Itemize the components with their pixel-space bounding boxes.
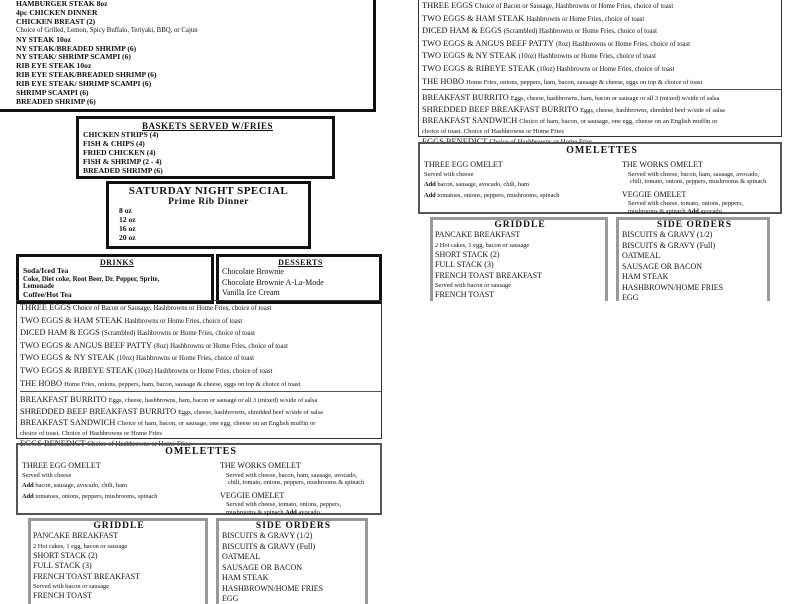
side-item: OATMEAL xyxy=(622,251,661,260)
breakfast-item-name: THE HOBO xyxy=(20,378,63,388)
griddle-note: Served with bacon or sausage xyxy=(435,282,511,289)
special-size: 20 oz xyxy=(119,232,136,242)
breakfast-item-name: BREAKFAST BURRITO xyxy=(20,395,107,405)
breakfast-item-name: TWO EGGS & HAM STEAK xyxy=(422,13,525,23)
side-item: SAUSAGE OR BACON xyxy=(222,562,303,572)
omelet-desc: mushrooms & spinach xyxy=(628,207,686,215)
omelet-desc: Served with cheese, tomato, onions, peppers, xyxy=(628,200,744,208)
breakfast-item-desc: Hashbrowns or Home Fries, choice of toast xyxy=(526,15,645,23)
omelet-name: VEGGIE OMELET xyxy=(622,189,687,199)
omelet-add: avocado xyxy=(298,508,320,516)
omelet-name: THREE EGG OMELET xyxy=(22,461,101,470)
griddle-title: GRIDDLE xyxy=(494,220,546,230)
omelet-name: THE WORKS OMELET xyxy=(622,160,703,169)
breakfast-item-desc: Choice of Bacon or Sausage, Hashbrowns or Home Fries, choice of toast xyxy=(72,305,272,312)
divider xyxy=(422,89,781,90)
breakfast-item-desc: Choice of Bacon or Sausage, Hashbrowns or Home Fries, choice of toast xyxy=(474,3,674,10)
omelettes-title: OMELETTES xyxy=(165,446,237,457)
griddle-item: PANCAKE BREAKFAST xyxy=(435,230,521,239)
breakfast-item-desc: (10oz) Hashbrowns or Home Fries, choice of toast xyxy=(537,65,675,73)
breakfast-item-name: THREE EGGS xyxy=(422,1,473,10)
special-size: 16 oz xyxy=(119,223,136,233)
breakfast-item-desc: Eggs, cheese, hashbrowns, shredded beef w/side of salsa xyxy=(580,107,725,115)
basket-item: FISH & SHRIMP (2 - 4) xyxy=(83,156,162,166)
omelettes-title: OMELETTES xyxy=(566,145,638,156)
add-label: Add xyxy=(424,181,436,189)
breakfast-item-name: BREAKFAST SANDWICH xyxy=(20,418,116,428)
add-label: Add xyxy=(285,508,297,516)
dinner-item: HAMBURGER STEAK 8oz xyxy=(16,0,108,8)
desserts-box xyxy=(216,254,382,304)
drink-item: Lemonade xyxy=(23,283,55,291)
griddle-item: PANCAKE BREAKFAST xyxy=(33,531,119,540)
breakfast-item-desc: Eggs, cheese, hashbrowns, shredded beef w/side of salsa xyxy=(178,409,323,417)
breakfast-item-desc: Hashbrowns or Home Fries, choice of toast xyxy=(124,317,243,325)
dinner-item: NY STEAK/ SHRIMP SCAMPI (6) xyxy=(16,52,131,62)
griddle-item: FULL STACK (3) xyxy=(435,260,494,269)
side-item: HASHBROWN/HOME FRIES xyxy=(622,282,724,292)
breakfast-item-desc: (10oz) Hashbrowns or Home Fries, choice of toast xyxy=(518,53,656,61)
omelet-add: bacon, sausage, avocado, chili, ham xyxy=(437,181,529,189)
griddle-note: 2 Hot cakes, 1 egg, bacon or sausage xyxy=(435,241,530,249)
desserts-title: DESSERTS xyxy=(278,258,323,267)
omelettes-box-left xyxy=(16,443,382,515)
omelet-name: THREE EGG OMELET xyxy=(424,160,503,169)
dinner-item: SHRIMP SCAMPI (6) xyxy=(16,88,89,98)
griddle-item: SHORT STACK (2) xyxy=(33,550,98,560)
special-subtitle: Prime Rib Dinner xyxy=(168,197,249,207)
side-orders-box-left xyxy=(216,518,368,604)
divider xyxy=(20,391,381,392)
side-item: EGG xyxy=(222,594,239,603)
breakfast-item-name: TWO EGGS & ANGUS BEEF PATTY xyxy=(422,38,555,48)
breakfast-item-desc: (8oz) Hashbrowns or Home Fries, choice of toast xyxy=(556,40,691,48)
side-item: BISCUITS & GRAVY (Full) xyxy=(222,541,316,551)
breakfast-item-name: BREAKFAST SANDWICH xyxy=(422,116,518,126)
griddle-note: Served with bacon or sausage xyxy=(33,583,109,590)
breakfast-box-left xyxy=(16,300,382,449)
dinner-item: RIB EYE STEAK/ SHRIMP SCAMPI (6) xyxy=(16,79,152,89)
breakfast-item-name: TWO EGGS & NY STEAK xyxy=(20,353,115,363)
breakfast-item-desc: Home Fries, onions, peppers, ham, bacon, sausage & cheese, eggs on top & choice of toast xyxy=(64,380,301,388)
basket-item: CHICKEN STRIPS (4) xyxy=(83,130,159,139)
breakfast-item-desc: Choice of ham, bacon, or sausage, one egg, cheese on an English muffin or xyxy=(117,420,316,428)
breakfast-item-name: SHREDDED BEEF BREAKFAST BURRITO xyxy=(20,407,177,417)
breakfast-item-name: TWO EGGS & NY STEAK xyxy=(422,51,517,61)
drinks-title: DRINKS xyxy=(99,258,135,267)
breakfast-item-desc: Choice of ham, bacon, or sausage, one egg, cheese on an English muffin or xyxy=(519,118,718,126)
special-size: 12 oz xyxy=(119,214,136,224)
side-orders-box-right xyxy=(616,217,770,301)
dinner-box xyxy=(0,0,376,112)
breakfast-item-name: SHREDDED BEEF BREAKFAST BURRITO xyxy=(422,105,579,115)
dessert-item: Vanilla Ice Cream xyxy=(222,288,280,297)
add-label: Add xyxy=(22,492,34,500)
dessert-item: Chocolate Brownie xyxy=(222,267,284,276)
side-item: BISCUITS & GRAVY (Full) xyxy=(622,240,716,250)
side-item: HASHBROWN/HOME FRIES xyxy=(222,583,324,593)
side-item: HAM STEAK xyxy=(222,573,269,582)
breakfast-item-name: DICED HAM & EGGS xyxy=(422,26,502,36)
omelet-desc: Served with cheese xyxy=(424,170,474,178)
dinner-item: NY STEAK/BREADED SHRIMP (6) xyxy=(16,43,137,53)
omelet-add: tomatoes, onions, peppers, mushrooms, spinach xyxy=(35,492,158,500)
omelet-desc: mushrooms & spinach xyxy=(226,508,284,516)
add-label: Add xyxy=(687,207,699,215)
side-item: BISCUITS & GRAVY (1/2) xyxy=(222,531,313,540)
basket-item: FRIED CHICKEN (4) xyxy=(83,147,156,157)
dessert-item: Chocolate Brownie A-La-Mode xyxy=(222,277,324,287)
breakfast-item-name: DICED HAM & EGGS xyxy=(20,328,100,338)
side-orders-title: SIDE ORDERS xyxy=(255,521,332,531)
breakfast-item-name: THE HOBO xyxy=(422,76,465,86)
add-label: Add xyxy=(22,482,34,490)
dinner-item: BREADED SHRIMP (6) xyxy=(16,96,96,106)
breakfast-item-desc: (10oz) Hashbrowns or Home Fries, choice of toast xyxy=(135,367,273,375)
breakfast-item-desc: (8oz) Hashbrowns or Home Fries, choice of toast xyxy=(154,342,289,350)
breakfast-item-desc: (Scrambled) Hashbrowns or Home Fries, choice of toast xyxy=(503,28,658,36)
drinks-box xyxy=(16,254,214,304)
omelet-desc: chili, tomato, onions, peppers, mushrooms & spinach xyxy=(630,178,767,186)
dinner-item: CHICKEN BREAST (2) xyxy=(16,16,96,26)
basket-item: FISH & CHIPS (4) xyxy=(83,138,145,148)
dinner-item-note: Choice of Grilled, Lemon, Spicy Buffalo, Teriyaki, BBQ, or Cajun xyxy=(16,26,198,34)
side-item: BISCUITS & GRAVY (1/2) xyxy=(622,230,713,239)
griddle-item: FULL STACK (3) xyxy=(33,561,92,570)
dinner-item: NY STEAK 10oz xyxy=(16,34,71,44)
griddle-item: FRENCH TOAST BREAKFAST xyxy=(435,270,542,280)
griddle-item: FRENCH TOAST xyxy=(435,290,495,299)
omelet-desc: Served with cheese, tomato, onions, peppers, xyxy=(226,501,342,509)
griddle-box-right xyxy=(430,217,608,301)
breakfast-item-name: EGGS BENEDICT xyxy=(20,439,86,449)
side-item: OATMEAL xyxy=(222,552,261,561)
breakfast-item-name: THREE EGGS xyxy=(20,303,71,312)
drink-item: Coke, Diet coke, Root Beer, Dr. Pepper, Sprite, xyxy=(23,275,160,283)
griddle-note: 2 Hot cakes, 1 egg, bacon or sausage xyxy=(33,542,128,550)
side-item: HAM STEAK xyxy=(622,272,669,281)
omelet-desc: chili, tomato, onions, peppers, mushrooms & spinach xyxy=(228,479,365,487)
omelet-desc: Served with cheese xyxy=(22,471,72,479)
basket-item: BREADED SHRIMP (6) xyxy=(83,165,163,175)
omelet-add: bacon, sausage, avocado, chili, ham xyxy=(35,482,127,490)
side-item: SAUSAGE OR BACON xyxy=(622,261,703,271)
breakfast-item-desc: Choice of Hashbrowns or Home Fries xyxy=(87,441,191,449)
special-box xyxy=(106,181,311,249)
breakfast-item-desc: (Scrambled) Hashbrowns or Home Fries, choice of toast xyxy=(101,330,256,338)
omelet-name: THE WORKS OMELET xyxy=(220,461,301,470)
griddle-item: FRENCH TOAST BREAKFAST xyxy=(33,571,140,581)
breakfast-item-name: TWO EGGS & ANGUS BEEF PATTY xyxy=(20,340,153,350)
side-item: EGG xyxy=(622,293,639,301)
breakfast-item-name: TWO EGGS & RIBEYE STEAK xyxy=(422,63,536,73)
breakfast-item-desc: (10oz) Hashbrowns or Home Fries, choice of toast xyxy=(116,355,254,363)
breakfast-item-desc: choice of toast. Choice of Hashbrowns or Home Fries xyxy=(20,430,162,438)
breakfast-item-desc: Eggs, cheese, hashbrowns, ham, bacon or sausage or all 3 (mixed) w/side of salsa xyxy=(108,397,318,405)
griddle-item: FRENCH TOAST xyxy=(33,591,93,600)
omelet-desc: Served with cheese, bacon, ham, sausage, avocado, xyxy=(226,471,358,479)
drink-item: Coffee/Hot Tea xyxy=(23,289,72,299)
breakfast-box-right xyxy=(418,0,782,147)
breakfast-item-name: TWO EGGS & HAM STEAK xyxy=(20,315,123,325)
griddle-item: SHORT STACK (2) xyxy=(435,249,500,259)
dinner-item: 4pc CHICKEN DINNER xyxy=(16,7,98,17)
omelet-add: tomatoes, onions, peppers, mushrooms, spinach xyxy=(437,191,560,199)
breakfast-item-desc: Choice of Hashbrowns or Home Fries xyxy=(489,139,593,147)
special-size: 8 oz xyxy=(119,206,132,215)
breakfast-item-desc: choice of toast. Choice of Hashbrowns or Home Fries xyxy=(422,128,564,136)
add-label: Add xyxy=(424,191,436,199)
breakfast-item-name: TWO EGGS & RIBEYE STEAK xyxy=(20,365,134,375)
breakfast-item-name: EGGS BENEDICT xyxy=(422,137,488,147)
breakfast-item-name: BREAKFAST BURRITO xyxy=(422,93,509,103)
griddle-box-left xyxy=(28,518,208,604)
side-orders-title: SIDE ORDERS xyxy=(656,220,733,230)
omelet-name: VEGGIE OMELET xyxy=(220,490,285,500)
omelet-desc: Served with cheese, bacon, ham, sausage, avocado, xyxy=(628,170,760,178)
dinner-item: RIB EYE STEAK 10oz xyxy=(16,61,92,71)
special-title: SATURDAY NIGHT SPECIAL xyxy=(128,185,289,197)
breakfast-item-desc: Eggs, cheese, hashbrowns, ham, bacon or sausage or all 3 (mixed) w/side of salsa xyxy=(510,95,720,103)
baskets-title: BASKETS SERVED W/FRIES xyxy=(141,121,274,131)
omelettes-box-right xyxy=(418,142,782,214)
drink-item: Soda/Iced Tea xyxy=(23,266,69,275)
griddle-title: GRIDDLE xyxy=(93,521,145,531)
breakfast-item-desc: Home Fries, onions, peppers, ham, bacon, sausage & cheese, eggs on top & choice of toast xyxy=(466,78,703,86)
omelet-add: avocado xyxy=(700,207,722,215)
baskets-box xyxy=(76,116,335,179)
dinner-item: RIB EYE STEAK/BREADED SHRIMP (6) xyxy=(16,70,157,80)
